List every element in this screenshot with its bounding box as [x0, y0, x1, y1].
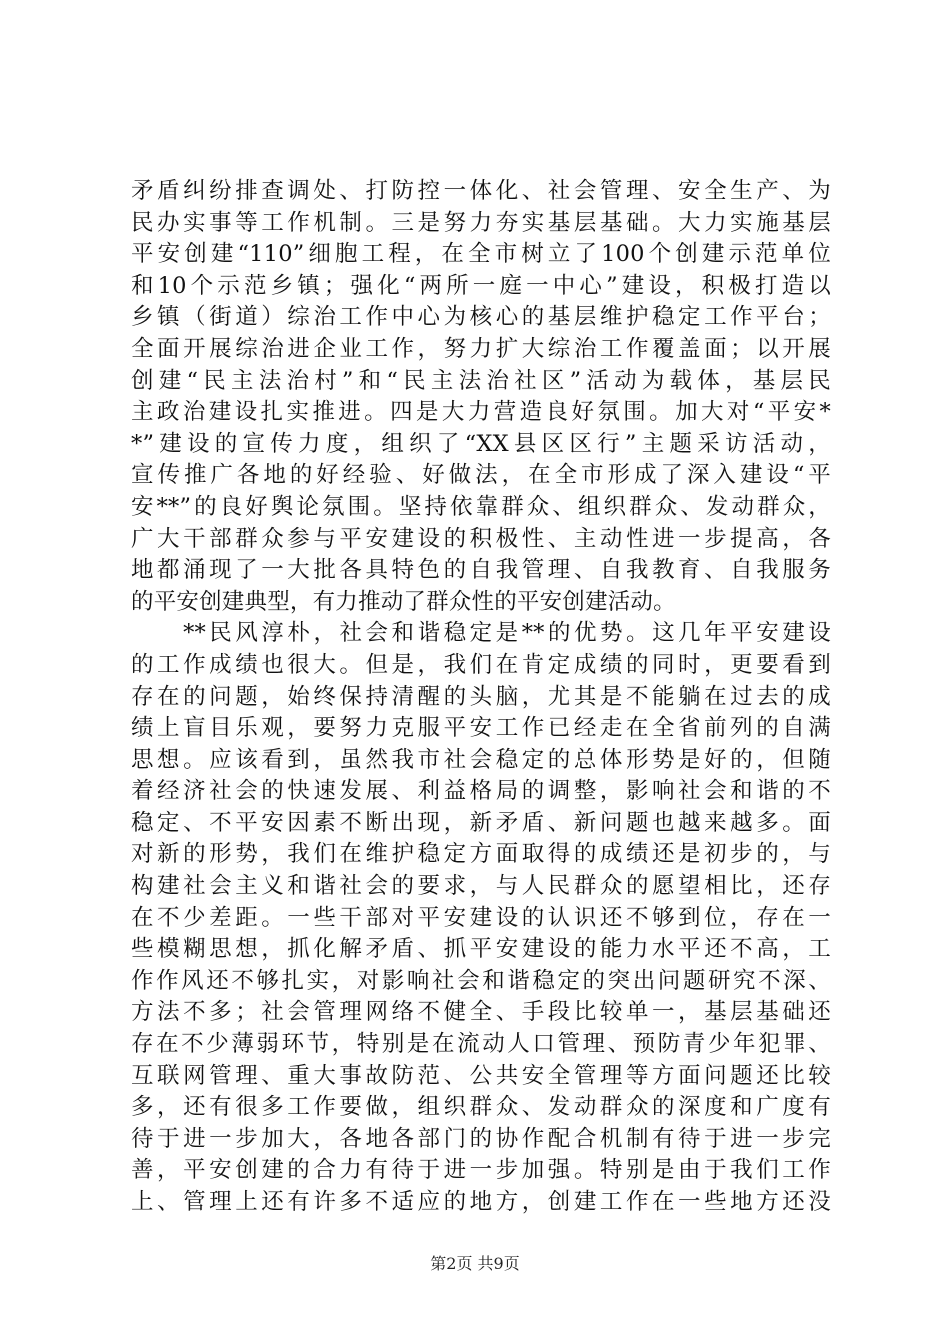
text-line: 矛盾纠纷排查调处、打防控一体化、社会管理、安全生产、为	[131, 178, 831, 204]
text-line: 广大干部群众参与平安建设的积极性、主动性进一步提高，各	[131, 525, 831, 552]
text-line: 地都涌现了一大批各具特色的自我管理、自我教育、自我服务	[131, 557, 831, 584]
text-line: 平安创建“110”细胞工程，在全市树立了100个创建示范单位	[131, 241, 831, 268]
text-line: 思想。应该看到，虽然我市社会稳定的总体形势是好的，但随	[131, 746, 831, 773]
text-line: 些模糊思想，抓化解矛盾、抓平安建设的能力水平还不高，工	[131, 936, 831, 963]
text-line: 存在的问题，始终保持清醒的头脑，尤其是不能躺在过去的成	[131, 683, 831, 710]
text-line: 对新的形势，我们在维护稳定方面取得的成绩还是初步的，与	[131, 841, 831, 868]
text-line: 上、管理上还有许多不适应的地方，创建工作在一些地方还没	[131, 1189, 831, 1215]
text-line: **民风淳朴，社会和谐稳定是**的优势。这几年平安建设	[131, 620, 831, 647]
text-line: *”建设的宣传力度，组织了“XX县区区行”主题采访活动，	[131, 430, 831, 457]
text-line: 稳定、不平安因素不断出现，新矛盾、新问题也越来越多。面	[131, 809, 831, 836]
text-line: 绩上盲目乐观，要努力克服平安工作已经走在全省前列的自满	[131, 715, 831, 742]
text-line: 的平安创建典型，有力推动了群众性的平安创建活动。	[131, 588, 676, 615]
text-line: 乡镇（街道）综治工作中心为核心的基层维护稳定工作平台；	[131, 304, 831, 331]
text-line: 民办实事等工作机制。三是努力夯实基层基础。大力实施基层	[131, 209, 831, 236]
text-line: 互联网管理、重大事故防范、公共安全管理等方面问题还比较	[131, 1062, 831, 1089]
text-line: 存在不少薄弱环节，特别是在流动人口管理、预防青少年犯罪、	[131, 1031, 831, 1058]
text-line: 作作风还不够扎实，对影响社会和谐稳定的突出问题研究不深、	[131, 967, 831, 994]
text-line: 的工作成绩也很大。但是，我们在肯定成绩的同时，更要看到	[131, 651, 831, 678]
text-line: 安**”的良好舆论氛围。坚持依靠群众、组织群众、发动群众，	[131, 493, 831, 520]
body-text	[131, 176, 831, 1219]
text-line: 方法不多；社会管理网络不健全、手段比较单一，基层基础还	[131, 999, 831, 1026]
text-line: 和10个示范乡镇；强化“两所一庭一中心”建设，积极打造以	[131, 272, 831, 299]
text-line: 创建“民主法治村”和“民主法治社区”活动为载体，基层民	[131, 367, 831, 394]
text-line: 善，平安创建的合力有待于进一步加强。特别是由于我们工作	[131, 1157, 831, 1184]
page-footer: 第2页 共9页	[430, 1254, 520, 1273]
text-line: 构建社会主义和谐社会的要求，与人民群众的愿望相比，还存	[131, 873, 831, 900]
text-line: 着经济社会的快速发展、利益格局的调整，影响社会和谐的不	[131, 778, 831, 805]
text-line: 待于进一步加大，各地各部门的协作配合机制有待于进一步完	[131, 1125, 831, 1152]
text-line: 宣传推广各地的好经验、好做法，在全市形成了深入建设“平	[131, 462, 831, 489]
text-line: 主政治建设扎实推进。四是大力营造良好氛围。加大对“平安*	[131, 399, 831, 426]
text-line: 在不少差距。一些干部对平安建设的认识还不够到位，存在一	[131, 904, 831, 931]
text-line: 全面开展综治进企业工作，努力扩大综治工作覆盖面；以开展	[131, 335, 831, 362]
text-line: 多，还有很多工作要做，组织群众、发动群众的深度和广度有	[131, 1094, 831, 1121]
